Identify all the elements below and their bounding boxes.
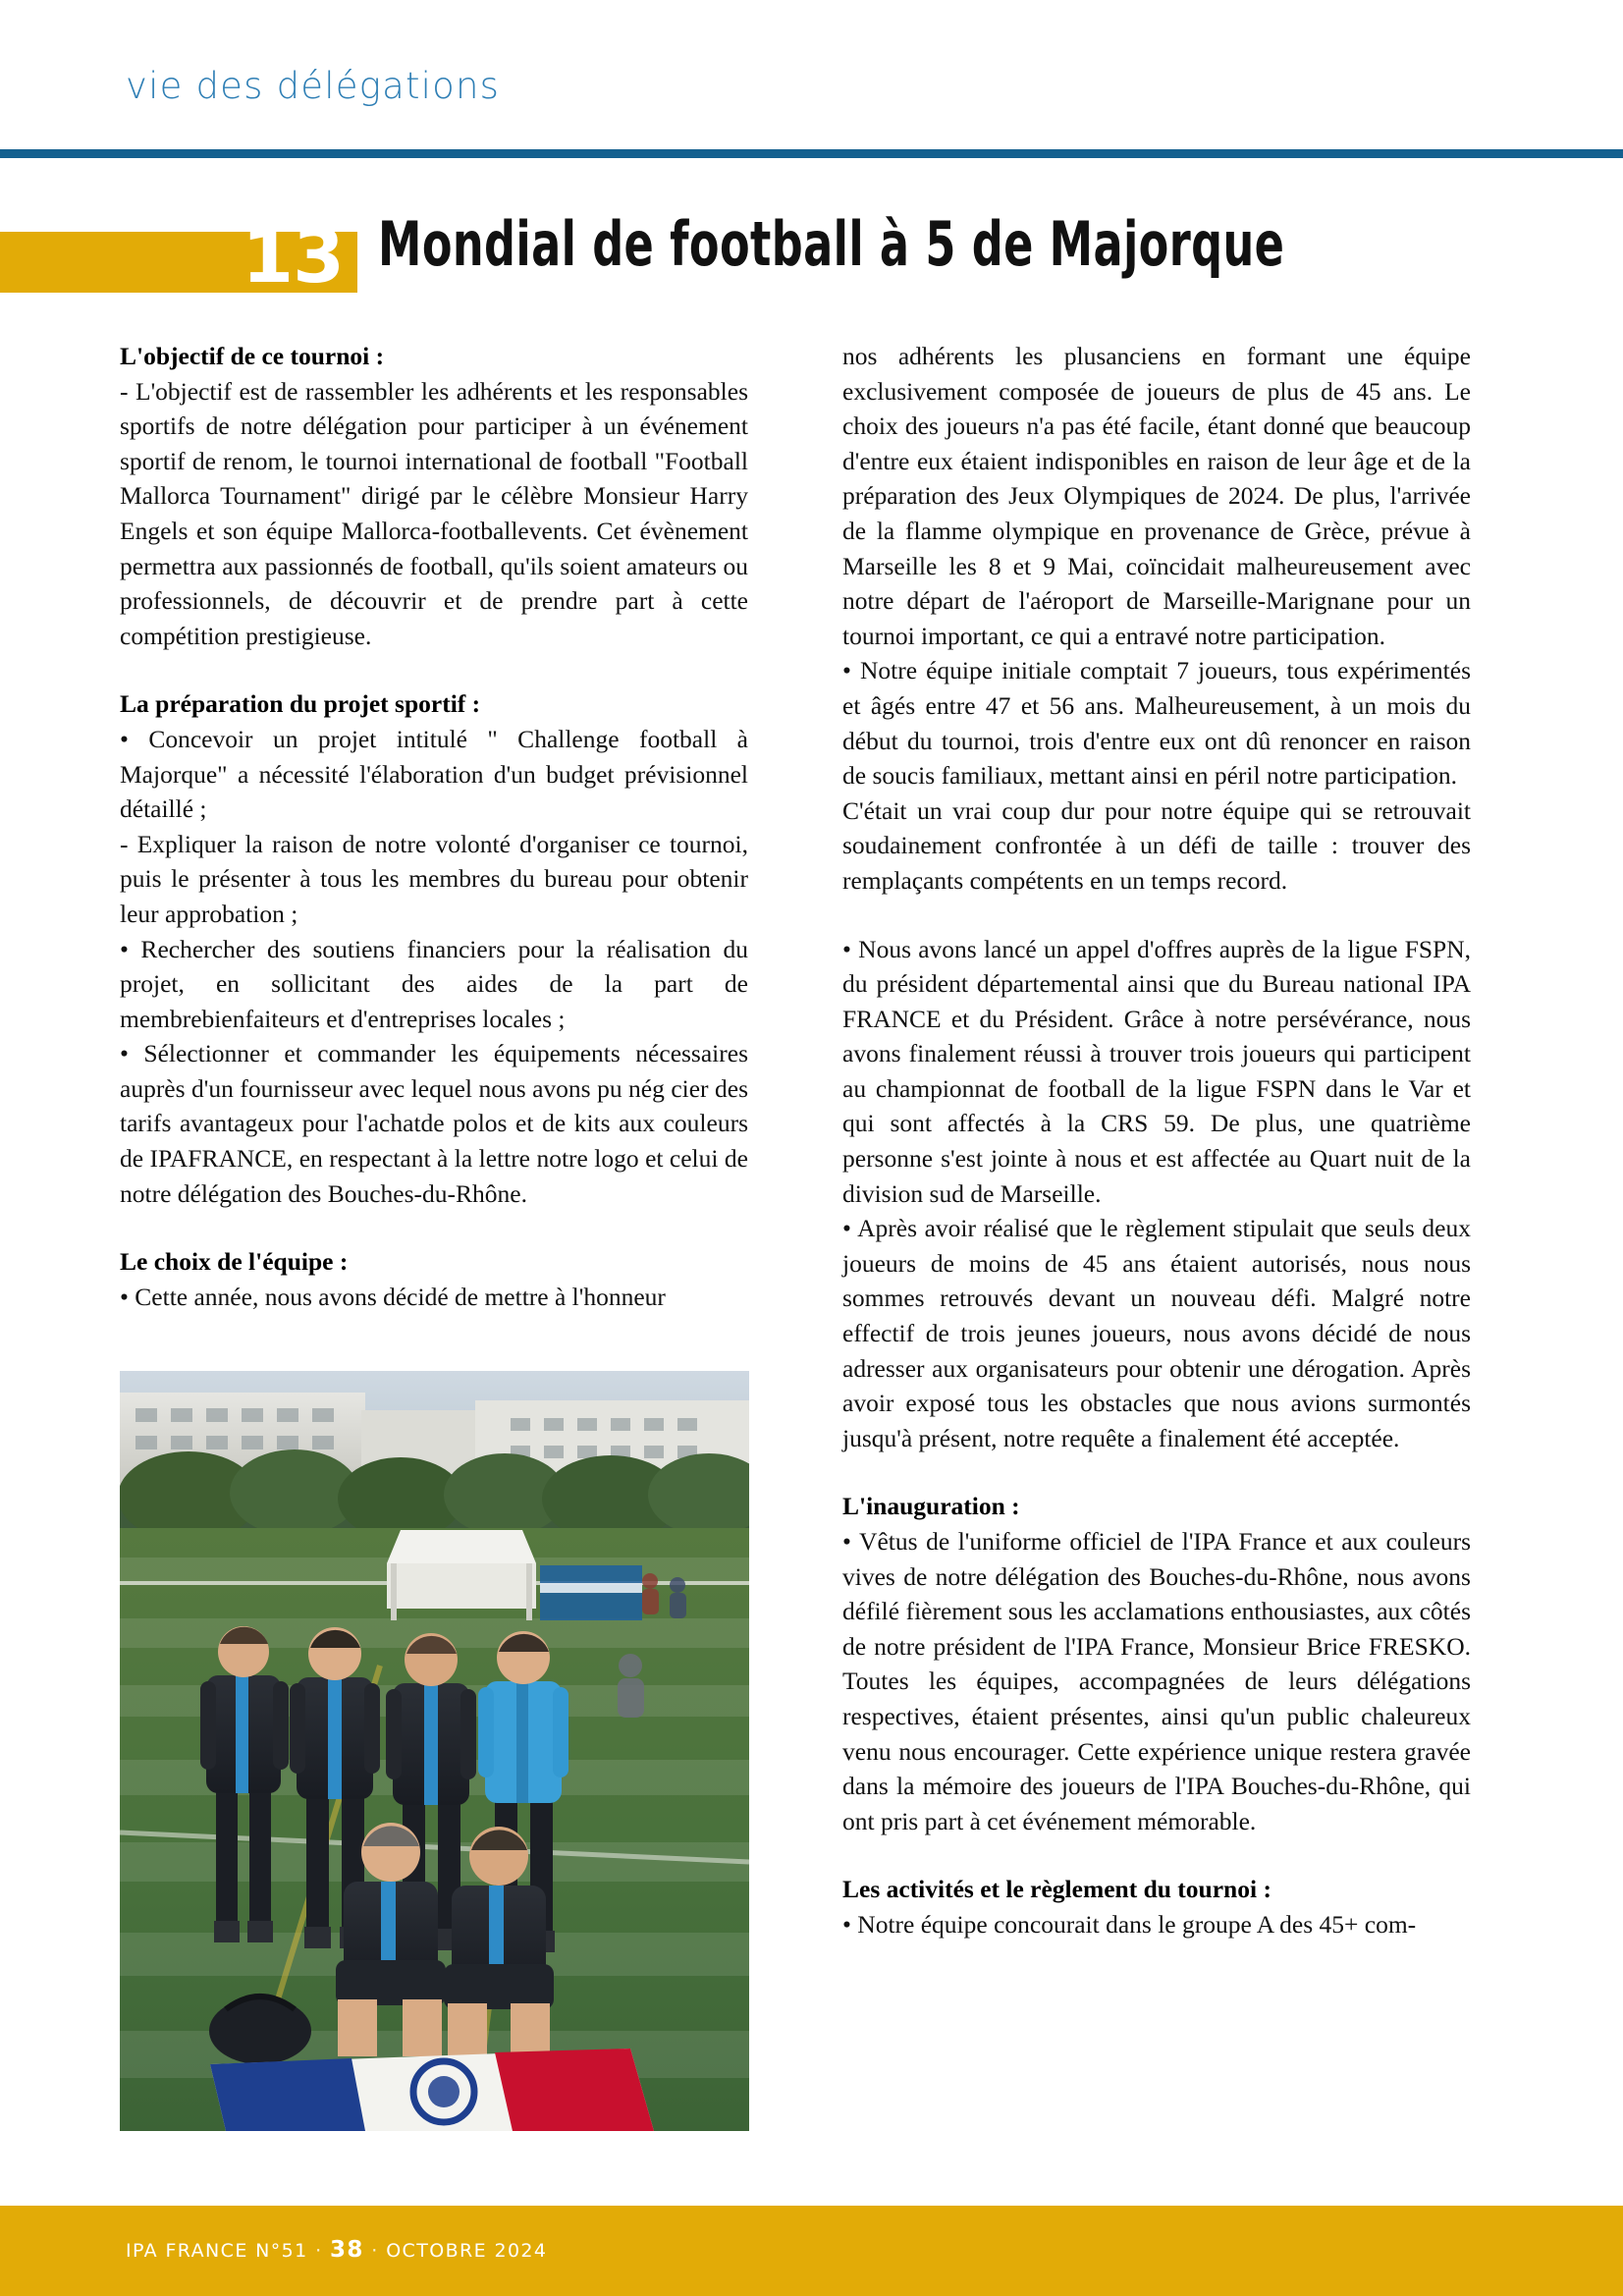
article-number-badge (0, 212, 357, 300)
article-title-band (0, 208, 1623, 300)
footer-separator-1: · (315, 2240, 323, 2262)
article-number: 13 (242, 212, 344, 300)
paragraph-conception: • Concevoir un projet intitulé " Challenge football à Majorque" a nécessité l'élaboration d'un budget prévisionnel détaillé ; (120, 724, 748, 824)
subhead-choix-equipe: Le choix de l'équipe : (120, 1247, 349, 1277)
left-column (120, 339, 748, 1314)
paragraph-adherents: nos adhérents les plusanciens en formant une équipe exclusivement composée de joueurs de plus de 45 ans. Le choix des joueurs n'a pas été facile, étant donné que beaucoup d'entre eux étaient indisponibles en raison de leur âge et de la préparation des Jeux Olympiques de 2024. De plus, l'arrivée de la flamme olympique en provenance de Grèce, prévue à Marseille les 8 et 9 Mai, coïncidait malheureusement avec notre départ de l'aéroport de Marseille-Marignane pour un tournoi important, ce qui a entravé notre participation. (842, 342, 1471, 650)
paragraph-choix-equipe: • Cette année, nous avons décidé de mettre à l'honneur (120, 1282, 666, 1311)
paragraph-coup-dur: C'était un vrai coup dur pour notre équipe qui se retrouvait soudainement confrontée à un défi de taille : trouver des remplaçants compétents en un temps record. (842, 795, 1471, 895)
paragraph-groupe-a: • Notre équipe concourait dans le groupe A des 45+ com- (842, 1909, 1417, 1939)
paragraph-explication: - Expliquer la raison de notre volonté d'organiser ce tournoi, puis le présenter à tous les membres du bureau pour obtenir leur approbation ; (120, 829, 748, 928)
right-column (842, 339, 1471, 1942)
footer-publication: IPA FRANCE N°51 (126, 2240, 308, 2262)
subhead-objectif: L'objectif de ce tournoi : (120, 342, 385, 370)
paragraph-derogation: • Après avoir réalisé que le règlement stipulait que seuls deux joueurs de moins de 45 ans étaient autorisés, nous nous sommes retrouvés devant un nouveau défi. Malgré notre effectif de trois jeunes joueurs, nous avons décidé de nous adresser aux organisateurs pour obtenir une dérogation. Après avoir exposé tous les obstacles que nous avions surmontés jusqu'à présent, notre requête a finalement été acceptée. (842, 1214, 1471, 1452)
paragraph-financement: • Rechercher des soutiens financiers pour la réalisation du projet, en sollicitant des aides de la part de membrebienfaiteurs et d'entreprises locales ; (120, 934, 748, 1033)
header-rule (0, 149, 1623, 158)
footer-band (0, 2206, 1623, 2296)
paragraph-appel-offres: • Nous avons lancé un appel d'offres auprès de la ligue FSPN, du président départemental ainsi que du Bureau national IPA FRANCE et du Président. Grâce à notre persévérance, nous avons finalement réussi à trouver trois joueurs qui participent au championnat de football de la ligue FSPN dans le Var et qui sont affectés à la CRS 59. De plus, une quatrième personne s'est jointe à nous et est affectée au Quart nuit de la division sud de Marseille. (842, 934, 1471, 1208)
subhead-preparation: La préparation du projet sportif : (120, 689, 481, 719)
paragraph-objectif: - L'objectif est de rassembler les adhérents et les responsables sportifs de notre délégation pour participer à un événement sportif de renom, le tournoi international de football "Football Mallorca Tournament" dirigé par le célèbre Monsieur Harry Engels et son équipe Mallorca-footballevents. Cet évènement permettra aux passionnés de football, qu'ils soient amateurs ou professionnels, de découvrir et de prendre part à cette compétition prestigieuse. (120, 376, 748, 650)
subhead-activites: Les activités et le règlement du tournoi : (842, 1875, 1271, 1904)
paragraph-equipements: • Sélectionner et commander les équipements nécessaires auprès d'un fournisseur avec lequel nous avons pu nég cier des tarifs avantageux pour l'achatde polos et de kits aux couleurs de IPAFRANCE, en respectant à la lettre notre logo et celui de notre délégation des Bouches-du-Rhône. (120, 1039, 748, 1208)
running-head: vie des délégations (126, 65, 501, 107)
footer-text (126, 2237, 547, 2263)
article-title: Mondial de football à 5 de Majorque (378, 208, 1285, 280)
paragraph-equipe-initiale: • Notre équipe initiale comptait 7 joueurs, tous expérimentés et âgés entre 47 et 56 ans. Malheureusement, à un mois du début du tournoi, trois d'entre eux ont dû renoncer en raison de soucis familiaux, mettant ainsi en péril notre participation. (842, 656, 1471, 791)
footer-date: OCTOBRE 2024 (386, 2240, 548, 2262)
team-photo (120, 1371, 749, 2131)
page-number: 38 (330, 2237, 364, 2263)
subhead-inauguration: L'inauguration : (842, 1492, 1020, 1521)
footer-separator-2: · (371, 2240, 379, 2262)
paragraph-inauguration: • Vêtus de l'uniforme officiel de l'IPA France et aux couleurs vives de notre délégation des Bouches-du-Rhône, nous avons défilé fièrement sous les acclamations enthousiastes, aux côtés de notre président de l'IPA France, Monsieur Brice FRESKO. Toutes les équipes, accompagnées de leurs délégations respectives, étaient présentes, ainsi qu'un public chaleureux venu nous encourager. Cette expérience unique restera gravée dans la mémoire des joueurs de l'IPA Bouches-du-Rhône, qui ont pris part à cet événement mémorable. (842, 1527, 1471, 1835)
